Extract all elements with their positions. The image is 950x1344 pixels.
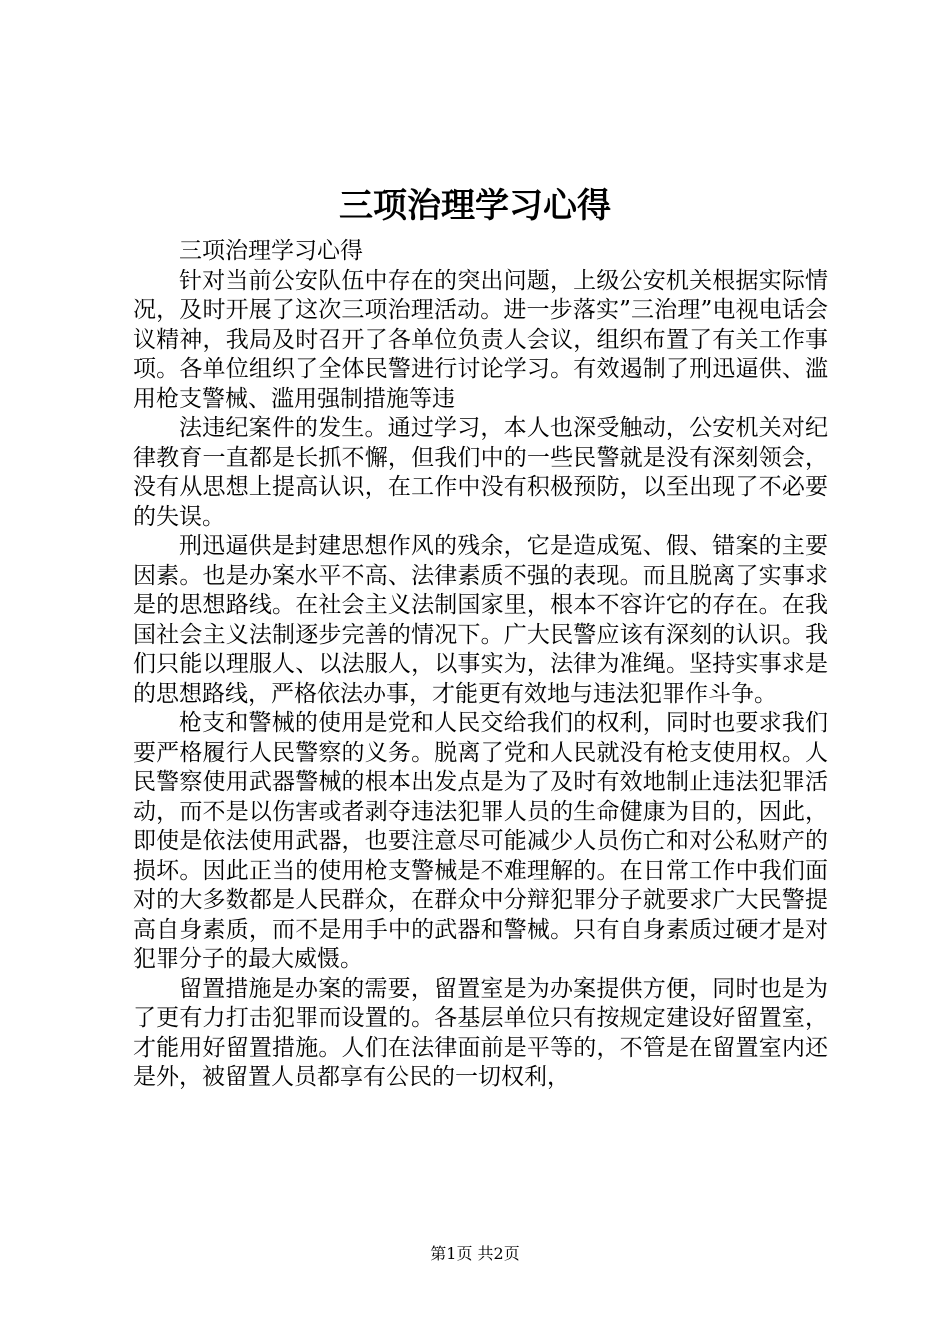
document-body <box>133 237 828 1093</box>
paragraph-subtitle: 三项治理学习心得 <box>179 238 363 264</box>
page-footer: 第1页 共2页 <box>430 1244 520 1263</box>
paragraph: 针对当前公安队伍中存在的突出问题，上级公安机关根据实际情况，及时开展了这次三项治理活动。进一步落实”三治理”电视电话会议精神，我局及时召开了各单位负责人会议，组织布置了有关工作事项。各单位组织了全体民警进行讨论学习。有效遏制了刑迅逼供、滥用枪支警械、滥用强制措施等违 <box>133 267 828 412</box>
document-title: 三项治理学习心得 <box>339 186 611 226</box>
paragraph: 留置措施是办案的需要，留置室是为办案提供方便，同时也是为了更有力打击犯罪而设置的。各基层单位只有按规定建设好留置室，才能用好留置措施。人们在法律面前是平等的，不管是在留置室内还是外，被留置人员都享有公民的一切权利， <box>133 975 828 1090</box>
paragraph: 枪支和警械的使用是党和人民交给我们的权利，同时也要求我们要严格履行人民警察的义务。脱离了党和人民就没有枪支使用权。人民警察使用武器警械的根本出发点是为了及时有效地制止违法犯罪活动，而不是以伤害或者剥夺违法犯罪人员的生命健康为目的，因此，即使是依法使用武器，也要注意尽可能减少人员伤亡和对公私财产的损坏。因此正当的使用枪支警械是不难理解的。在日常工作中我们面对的大多数都是人民群众，在群众中分辩犯罪分子就要求广大民警提高自身素质，而不是用手中的武器和警械。只有自身素质过硬才是对犯罪分子的最大威慑。 <box>133 710 828 972</box>
paragraph: 法违纪案件的发生。通过学习，本人也深受触动，公安机关对纪律教育一直都是长抓不懈，但我们中的一些民警就是没有深刻领会，没有从思想上提高认识，在工作中没有积极预防，以至出现了不必要的失误。 <box>133 415 828 530</box>
paragraph: 刑迅逼供是封建思想作风的残余，它是造成冤、假、错案的主要因素。也是办案水平不高、法律素质不强的表现。而且脱离了实事求是的思想路线。在社会主义法制国家里，根本不容许它的存在。在我国社会主义法制逐步完善的情况下。广大民警应该有深刻的认识。我们只能以理服人、以法服人，以事实为，法律为准绳。坚持实事求是的思想路线，严格依法办事，才能更有效地与违法犯罪作斗争。 <box>133 533 828 707</box>
